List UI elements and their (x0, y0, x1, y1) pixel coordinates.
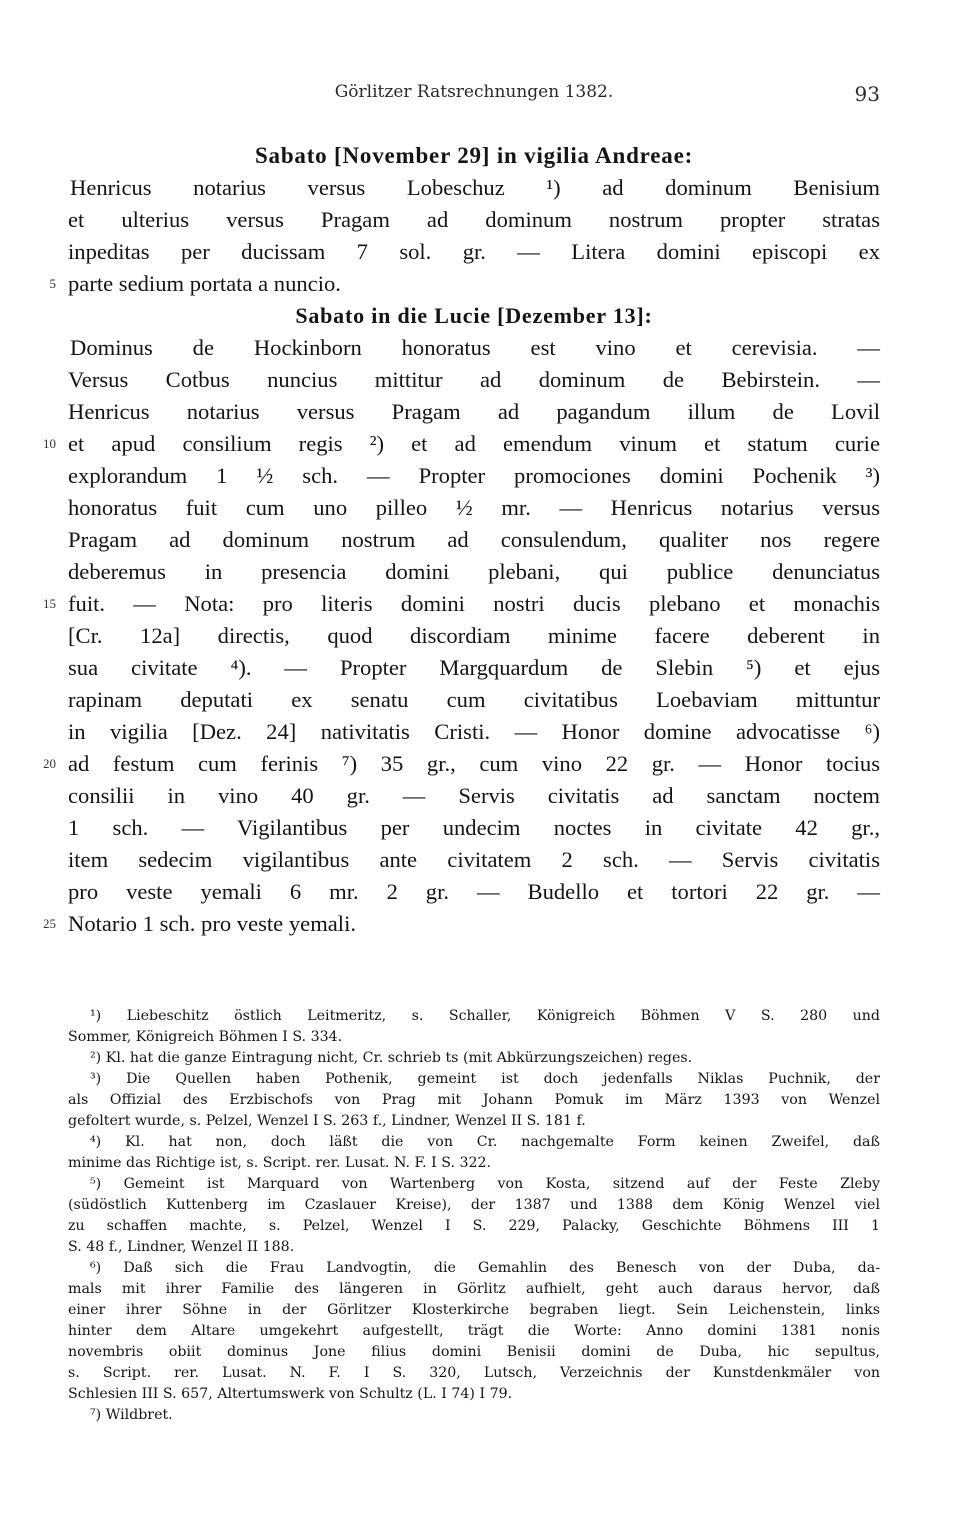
line-number: 15 (43, 596, 56, 611)
text-line-content: fuit. — Nota: pro literis domini nostri ducis plebano et monachis (68, 591, 880, 616)
text-line: Versus Cotbus nuncius mittitur ad dominum de Bebirstein. — (68, 367, 880, 392)
footnote-5: ⁵) Gemeint ist Marquard von Wartenberg von Kosta, sitzend auf der Feste Zleby (90, 1176, 880, 1192)
line-number: 5 (49, 276, 56, 291)
page-number: 93 (854, 82, 880, 106)
footnote-4-cont: minime das Richtige ist, s. Script. rer. Lusat. N. F. I S. 322. (68, 1155, 492, 1171)
text-line: deberemus in presencia domini plebani, qui publice denunciatus (68, 559, 880, 584)
footnote-5-cont: zu schaffen machte, s. Pelzel, Wenzel I S. 229, Palacky, Geschichte Böhmens III 1 (68, 1218, 880, 1234)
text-line: Pragam ad dominum nostrum ad consulendum, qualiter nos regere (68, 527, 880, 552)
footnote-5-cont: (südöstlich Kuttenberg im Czaslauer Kreise), der 1387 und 1388 dem König Wenzel viel (68, 1197, 880, 1213)
section-heading: Sabato in die Lucie [Dezember 13]: (295, 303, 653, 328)
footnote-4: ⁴) Kl. hat non, doch läßt die von Cr. nachgemalte Form keinen Zweifel, daß (90, 1134, 880, 1150)
footnote-6-cont: mals mit ihrer Familie des längeren in Görlitz aufhielt, geht auch daraus hervor, daß (68, 1281, 880, 1297)
footnotes (68, 1006, 880, 1426)
text-line-content: parte sedium portata a nuncio. (68, 271, 341, 296)
footnote-5-cont: S. 48 f., Lindner, Wenzel II 188. (68, 1239, 295, 1255)
text-line: Dominus de Hockinborn honoratus est vino et cerevisia. — (70, 335, 880, 360)
footnote-3: ³) Die Quellen haben Pothenik, gemeint ist doch jedenfalls Niklas Puchnik, der (90, 1071, 880, 1087)
text-line: rapinam deputati ex senatu cum civitatibus Loebaviam mittuntur (68, 687, 880, 712)
footnote-3-cont: gefoltert wurde, s. Pelzel, Wenzel I S. 263 f., Lindner, Wenzel II S. 181 f. (68, 1113, 586, 1129)
footnote-2: ²) Kl. hat die ganze Eintragung nicht, Cr. schrieb ts (mit Abkürzungszeichen) reges. (90, 1050, 693, 1066)
footnote-7: ⁷) Wildbret. (90, 1407, 173, 1423)
text-line: inpeditas per ducissam 7 sol. gr. — Litera domini episcopi ex (68, 239, 880, 264)
footnote-6-cont: hinter dem Altare umgekehrt aufgestellt, trägt die Worte: Anno domini 1381 nonis (68, 1323, 880, 1339)
text-line: consilii in vino 40 gr. — Servis civitatis ad sanctam noctem (68, 783, 880, 808)
line-number: 10 (43, 436, 56, 451)
text-line: et ulterius versus Pragam ad dominum nostrum propter stratas (68, 207, 880, 232)
text-line-10 (43, 428, 880, 460)
text-line-15 (43, 588, 880, 620)
text-line-content: Notario 1 sch. pro veste yemali. (68, 911, 356, 936)
running-head (68, 82, 880, 112)
text-line-content: ad festum cum ferinis ⁷) 35 gr., cum vino 22 gr. — Honor tocius (68, 751, 880, 776)
footnote-1-cont: Sommer, Königreich Böhmen I S. 334. (68, 1029, 343, 1045)
text-line: Henricus notarius versus Lobeschuz ¹) ad dominum Benisium (70, 175, 880, 200)
line-number: 25 (43, 916, 56, 931)
text-line: pro veste yemali 6 mr. 2 gr. — Budello et tortori 22 gr. — (68, 879, 880, 904)
line-number: 20 (43, 756, 56, 771)
text-line: Henricus notarius versus Pragam ad pagandum illum de Lovil (68, 399, 880, 424)
text-line: 1 sch. — Vigilantibus per undecim noctes in civitate 42 gr., (68, 815, 880, 840)
text-line-content: et apud consilium regis ²) et ad emendum vinum et statum curie (68, 431, 880, 456)
footnote-6: ⁶) Daß sich die Frau Landvogtin, die Gemahlin des Benesch von der Duba, da- (90, 1260, 880, 1276)
text-line: item sedecim vigilantibus ante civitatem 2 sch. — Servis civitatis (68, 847, 880, 872)
text-line: sua civitate ⁴). — Propter Margquardum de Slebin ⁵) et ejus (68, 655, 880, 680)
text-line-5 (49, 268, 880, 300)
text-line: [Cr. 12a] directis, quod discordiam minime facere deberent in (68, 623, 880, 648)
main-text (43, 140, 880, 940)
text-line-20 (43, 748, 880, 780)
footnote-6-cont: s. Script. rer. Lusat. N. F. I S. 320, Lutsch, Verzeichnis der Kunstdenkmäler von (68, 1365, 880, 1381)
footnote-1: ¹) Liebeschitz östlich Leitmeritz, s. Schaller, Königreich Böhmen V S. 280 und (90, 1008, 880, 1024)
footnote-3-cont: als Offizial des Erzbischofs von Prag mit Johann Pomuk im März 1393 von Wenzel (68, 1092, 880, 1108)
text-line: explorandum 1 ½ sch. — Propter promociones domini Pochenik ³) (68, 463, 880, 488)
running-title: Görlitzer Ratsrechnungen 1382. (334, 82, 614, 102)
footnote-6-cont: einer ihrer Söhne in der Görlitzer Klosterkirche begraben liegt. Sein Leichenstein, links (68, 1302, 880, 1318)
text-line: in vigilia [Dez. 24] nativitatis Cristi. — Honor domine advocatisse ⁶) (68, 719, 880, 744)
footnote-6-cont: novembris obiit dominus Jone filius domini Benisii domini de Duba, hic sepultus, (68, 1344, 880, 1360)
text-line-25 (43, 908, 880, 940)
section-heading: Sabato [November 29] in vigilia Andreae: (254, 143, 694, 168)
footnote-6-cont: Schlesien III S. 657, Altertumswerk von Schultz (L. I 74) I 79. (68, 1386, 513, 1402)
text-line: honoratus fuit cum uno pilleo ½ mr. — Henricus notarius versus (68, 495, 880, 520)
